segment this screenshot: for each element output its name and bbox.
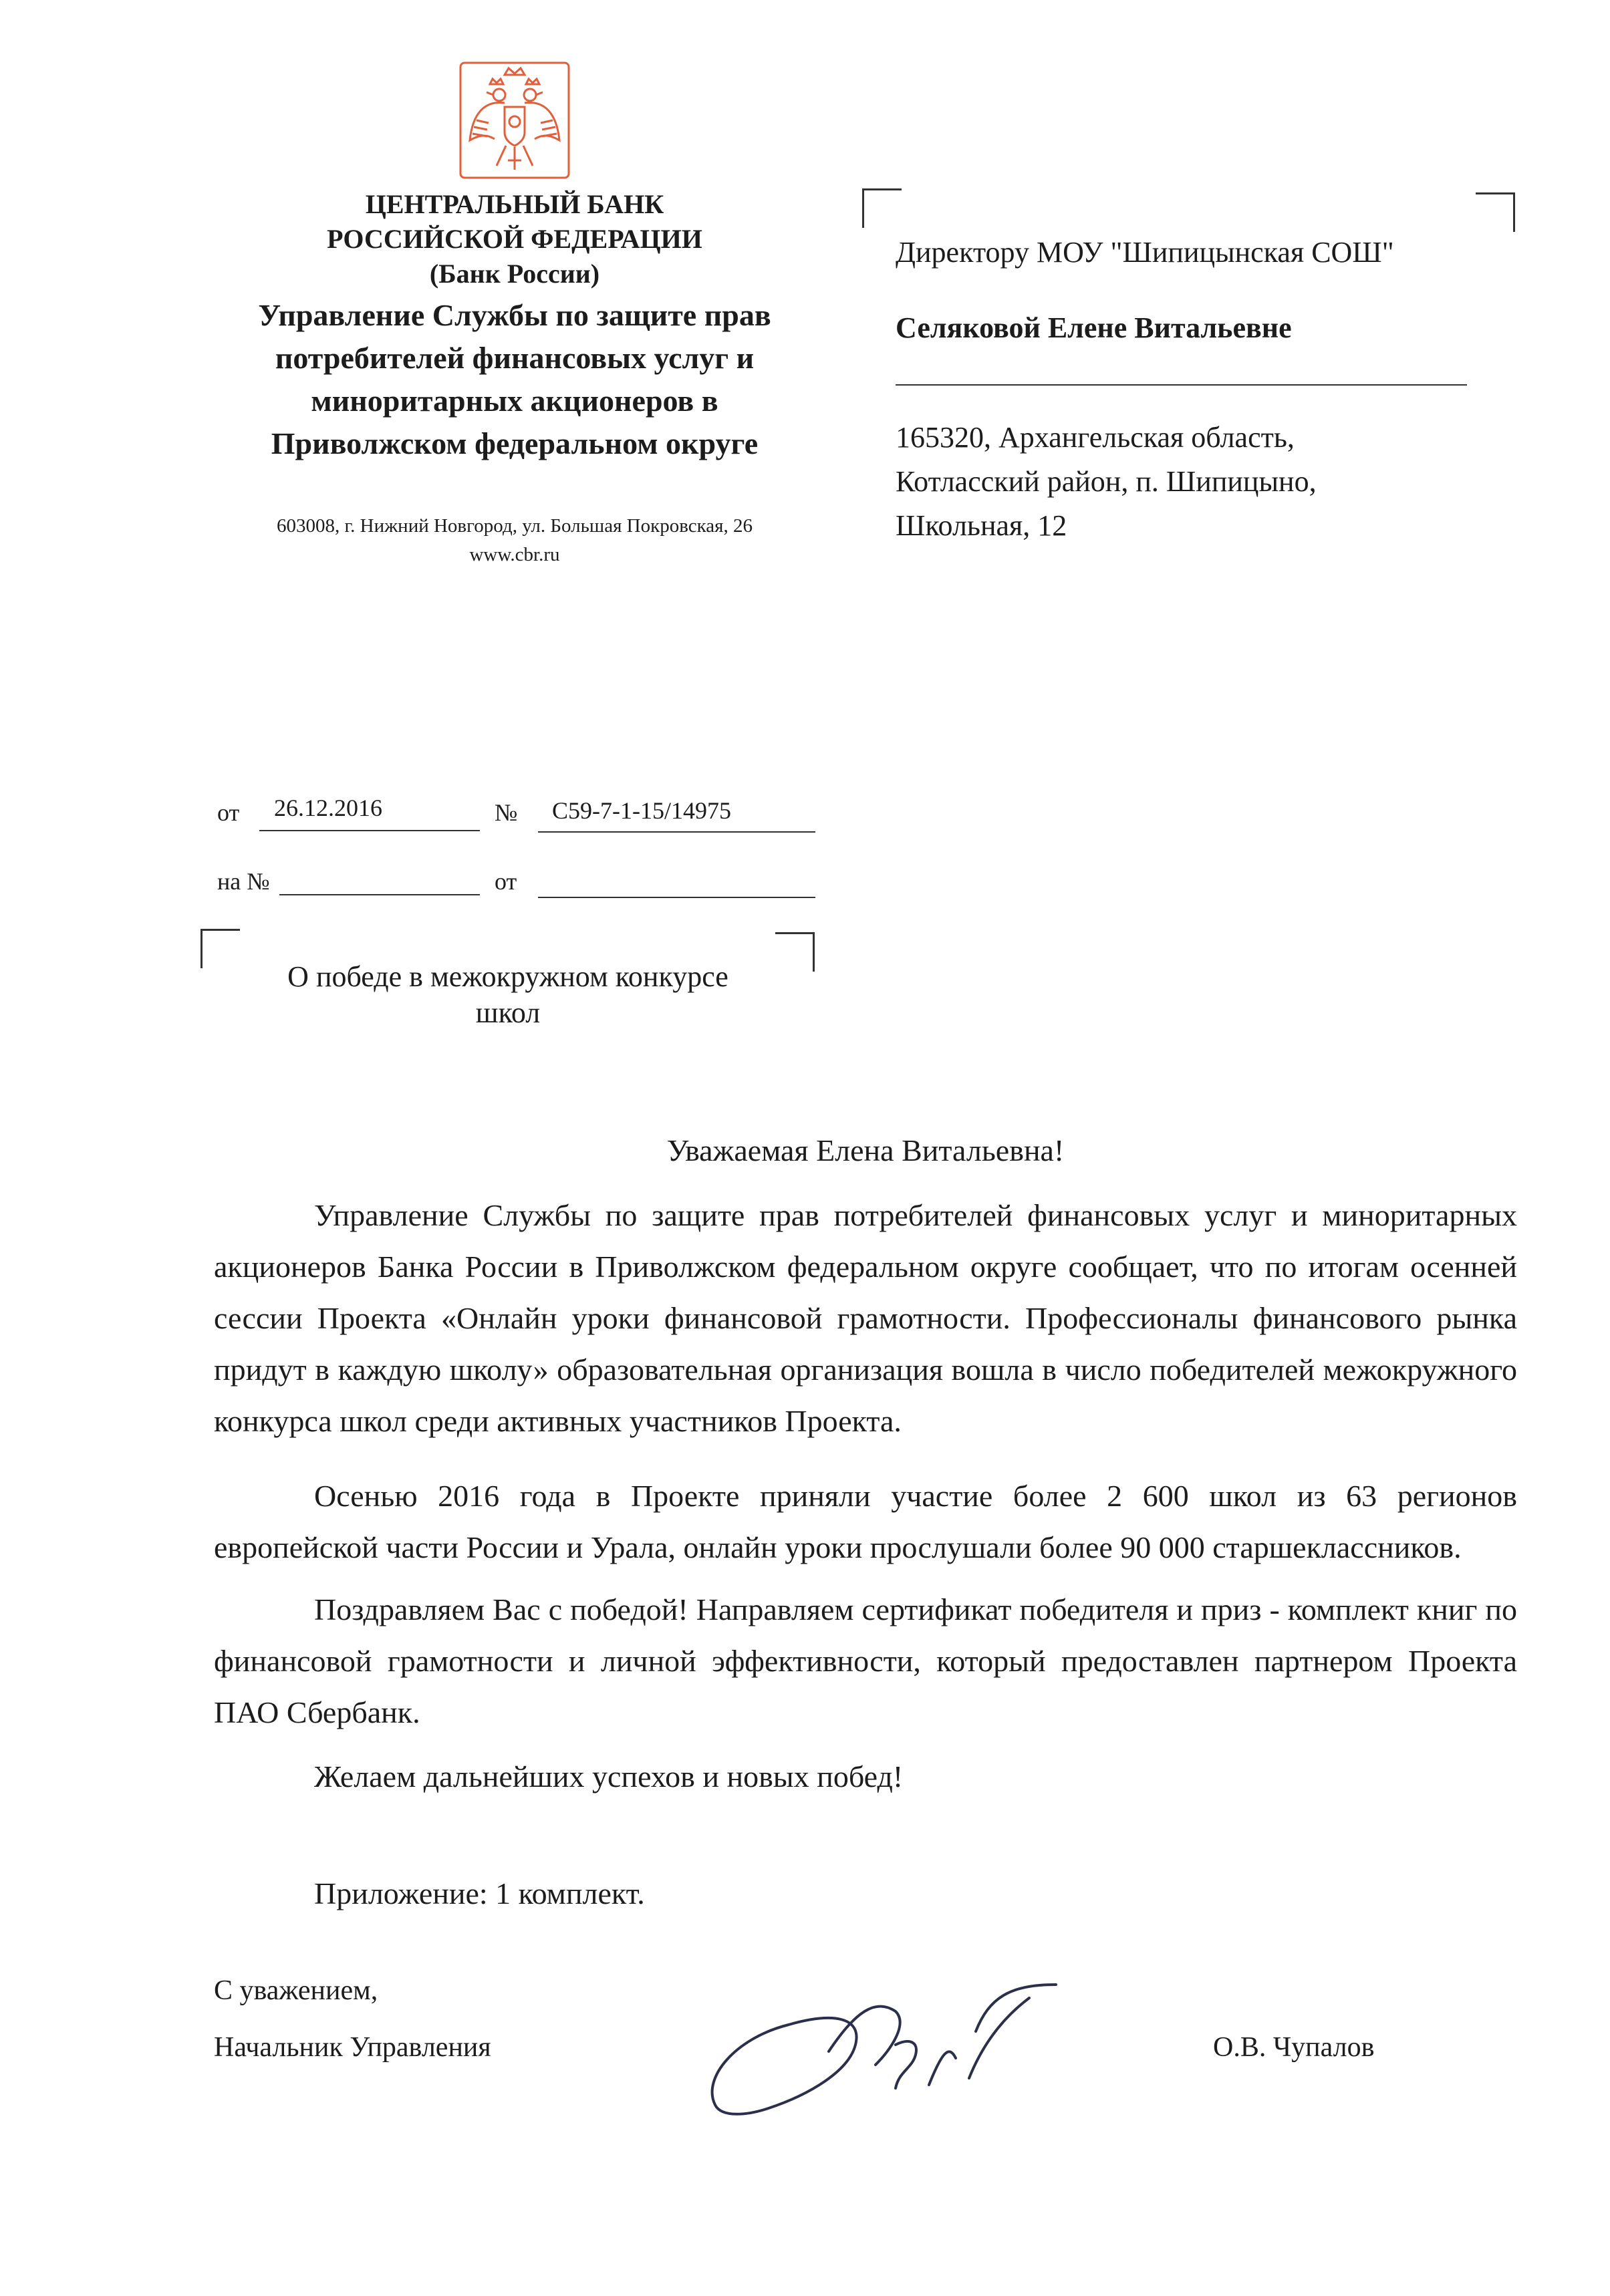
body-paragraph-4: Желаем дальнейших успехов и новых побед! — [314, 1759, 904, 1793]
attachment-note: Приложение: 1 комплект. — [314, 1876, 645, 1910]
addressee-address — [896, 416, 1317, 548]
department-line: Управление Службы по защите прав — [258, 298, 771, 332]
reply-date-underline — [538, 897, 815, 898]
department-line: миноритарных акционеров в — [311, 384, 718, 418]
subject — [200, 959, 815, 1031]
bank-name-line2: РОССИЙСКОЙ ФЕДЕРАЦИИ — [327, 224, 702, 254]
reply-date-label: от — [495, 868, 517, 895]
bank-website: www.cbr.ru — [469, 544, 560, 565]
signer-title: Начальник Управления — [214, 2032, 491, 2063]
addressee-name: Селяковой Елене Витальевне — [896, 311, 1292, 344]
addressee-address-line: Котласский район, п. Шипицыно, — [896, 465, 1317, 498]
department-line: потребителей финансовых услуг и — [275, 341, 755, 375]
body-paragraph-1: Управление Службы по защите прав потребителей финансовых услуг и миноритарных акционеров Банка России в Приволжском федеральном округе сообщает, что по итогам осенней сессии Проекта «Онлайн уроки финансовой грамотности. Профессионалы финансового рынка придут в каждую школу» образовательная организация вошла в число победителей межокружного конкурса школ среди активных участников Проекта. — [214, 1198, 1517, 1438]
letter-number: С59-7-1-15/14975 — [552, 797, 731, 824]
subject-line: школ — [475, 996, 541, 1029]
date-label: от — [217, 799, 240, 826]
addressee-underline — [896, 384, 1467, 386]
bank-name-line3: (Банк России) — [429, 259, 600, 289]
body-paragraph-2: Осенью 2016 года в Проекте приняли участие более 2 600 школ из 63 регионов европейской части России и Урала, онлайн уроки прослушали более 90 000 старшеклассников. — [214, 1479, 1517, 1564]
body-paragraph-3: Поздравляем Вас с победой! Направляем сертификат победителя и приз - комплект книг по финансовой грамотности и личной эффективности, который предоставлен партнером Проекта ПАО Сбербанк. — [214, 1592, 1517, 1729]
addressee-corner-right — [1476, 192, 1515, 232]
addressee-address-line: Школьная, 12 — [896, 509, 1067, 542]
greeting: Уважаемая Елена Витальевна! — [666, 1133, 1065, 1167]
number-underline — [538, 831, 815, 833]
reply-number-underline — [279, 894, 480, 895]
closing-phrase: С уважением, — [214, 1975, 378, 2006]
signer-name: О.В. Чупалов — [1213, 2032, 1375, 2063]
bank-address: 603008, г. Нижний Новгород, ул. Большая Покровская, 26 — [277, 515, 753, 537]
reply-number-label: на № — [217, 868, 270, 895]
department-name — [187, 294, 842, 465]
addressee-corner-left — [862, 188, 902, 228]
handwritten-signature-icon — [695, 1971, 1083, 2138]
addressee-address-line: 165320, Архангельская область, — [896, 421, 1295, 454]
addressee-position: Директору МОУ "Шипицынская СОШ" — [896, 236, 1394, 269]
subject-line: О победе в межокружном конкурсе — [287, 960, 728, 993]
letter-date: 26.12.2016 — [274, 795, 382, 821]
number-label: № — [495, 799, 518, 826]
emblem-icon — [458, 60, 571, 180]
bank-name-line1: ЦЕНТРАЛЬНЫЙ БАНК — [365, 189, 664, 219]
department-line: Приволжском федеральном округе — [271, 426, 759, 460]
date-underline — [259, 830, 480, 831]
